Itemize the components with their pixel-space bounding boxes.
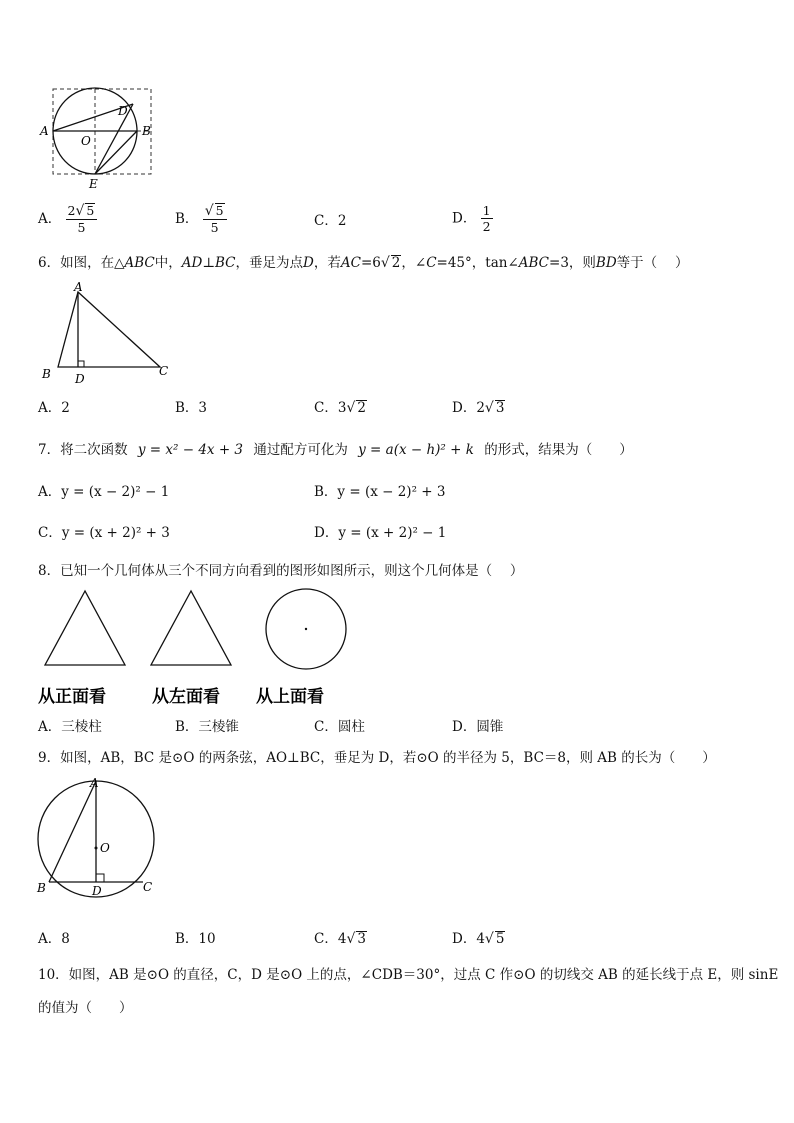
- q9-option-b[interactable]: B．10: [175, 931, 216, 947]
- q8-caption-left: 从左面看: [152, 687, 220, 707]
- q6-stem: 6．如图，在△ABC中，AD⊥BC，垂足为点D，若AC=6√ 2，∠C=45°，tan∠ABC=3，则BD等于（ ）: [38, 255, 689, 271]
- q5-option-d-fraction: $\frac{1}{2}$: [482, 203, 491, 234]
- q8-front-view-triangle: [45, 591, 125, 665]
- q8-caption-front: 从正面看: [38, 687, 106, 707]
- q9-figure: [34, 775, 164, 900]
- q8-three-views-figure: [36, 585, 356, 710]
- q5-option-b[interactable]: B． $\frac{√ 5}{5}$: [175, 203, 227, 235]
- q6-option-a[interactable]: A．2: [38, 400, 70, 416]
- q6-label-c: C: [159, 364, 169, 378]
- q9-option-c[interactable]: C．4√ 3: [314, 931, 366, 947]
- q9-option-a[interactable]: A．8: [38, 931, 70, 947]
- q6-option-d[interactable]: D．2√ 3: [452, 400, 505, 416]
- q5-label-o: O: [81, 134, 91, 148]
- q8-option-b[interactable]: B．三棱锥: [175, 719, 239, 735]
- q9-label-b: B: [37, 881, 46, 895]
- q5-label-b: B: [142, 124, 151, 138]
- q8-left-view-triangle: [151, 591, 231, 665]
- q5-option-b-fraction: $\frac{√ 5}{5}$: [203, 203, 227, 235]
- q6-option-b[interactable]: B．3: [175, 400, 208, 416]
- q7-option-c[interactable]: C．y = (x + 2)² + 3: [38, 525, 170, 541]
- q8-option-d[interactable]: D．圆锥: [452, 719, 504, 735]
- q9-label-d: D: [92, 884, 102, 898]
- q7-option-b[interactable]: B．y = (x − 2)² + 3: [314, 484, 446, 500]
- q9-option-d[interactable]: D．4√ 5: [452, 931, 505, 947]
- q5-option-a[interactable]: A． $\frac{2√ 5}{5}$: [38, 203, 97, 235]
- q7-option-d[interactable]: D．y = (x + 2)² − 1: [314, 525, 447, 541]
- q5-label-d: D: [118, 104, 128, 118]
- q8-option-c[interactable]: C．圆柱: [314, 719, 365, 735]
- q9-label-c: C: [143, 880, 153, 894]
- q5-label-a: A: [40, 124, 49, 138]
- q6-option-c[interactable]: C．3√ 2: [314, 400, 366, 416]
- q6-label-a: A: [74, 282, 83, 294]
- q9-stem: 9．如图，AB，BC 是⊙O 的两条弦，AO⊥BC，垂足为 D，若⊙O 的半径为 5，BC＝8，则 AB 的长为（ ）: [38, 750, 716, 766]
- q5-option-a-fraction: $\frac{2√ 5}{5}$: [66, 203, 98, 235]
- q5-figure: [36, 84, 160, 194]
- q5-label-e: E: [89, 177, 98, 191]
- q5-option-c[interactable]: C．2: [314, 213, 347, 229]
- q6-label-b: B: [42, 367, 51, 381]
- q6-figure: [36, 282, 176, 386]
- q8-caption-top: 从上面看: [256, 687, 324, 707]
- q7-stem: 7．将二次函数 y = x² − 4x + 3 通过配方可化为 y = a(x − h)² + k 的形式，结果为（ ）: [38, 442, 633, 458]
- q8-option-a[interactable]: A．三棱柱: [38, 719, 102, 735]
- q10-stem-line1: 10．如图，AB 是⊙O 的直径，C，D 是⊙O 上的点，∠CDB＝30°，过点 C 作⊙O 的切线交 AB 的延长线于点 E，则 sinE: [38, 967, 779, 983]
- q7-option-a[interactable]: A．y = (x − 2)² − 1: [38, 484, 170, 500]
- q5-option-d[interactable]: D． $\frac{1}{2}$: [452, 203, 491, 234]
- q8-stem: 8．已知一个几何体从三个不同方向看到的图形如图所示，则这个几何体是（ ）: [38, 563, 524, 579]
- q6-label-d: D: [75, 372, 85, 386]
- q10-stem-line2: 的值为（ ）: [38, 1000, 133, 1016]
- q9-label-a: A: [90, 776, 99, 790]
- q9-label-o: O: [100, 841, 110, 855]
